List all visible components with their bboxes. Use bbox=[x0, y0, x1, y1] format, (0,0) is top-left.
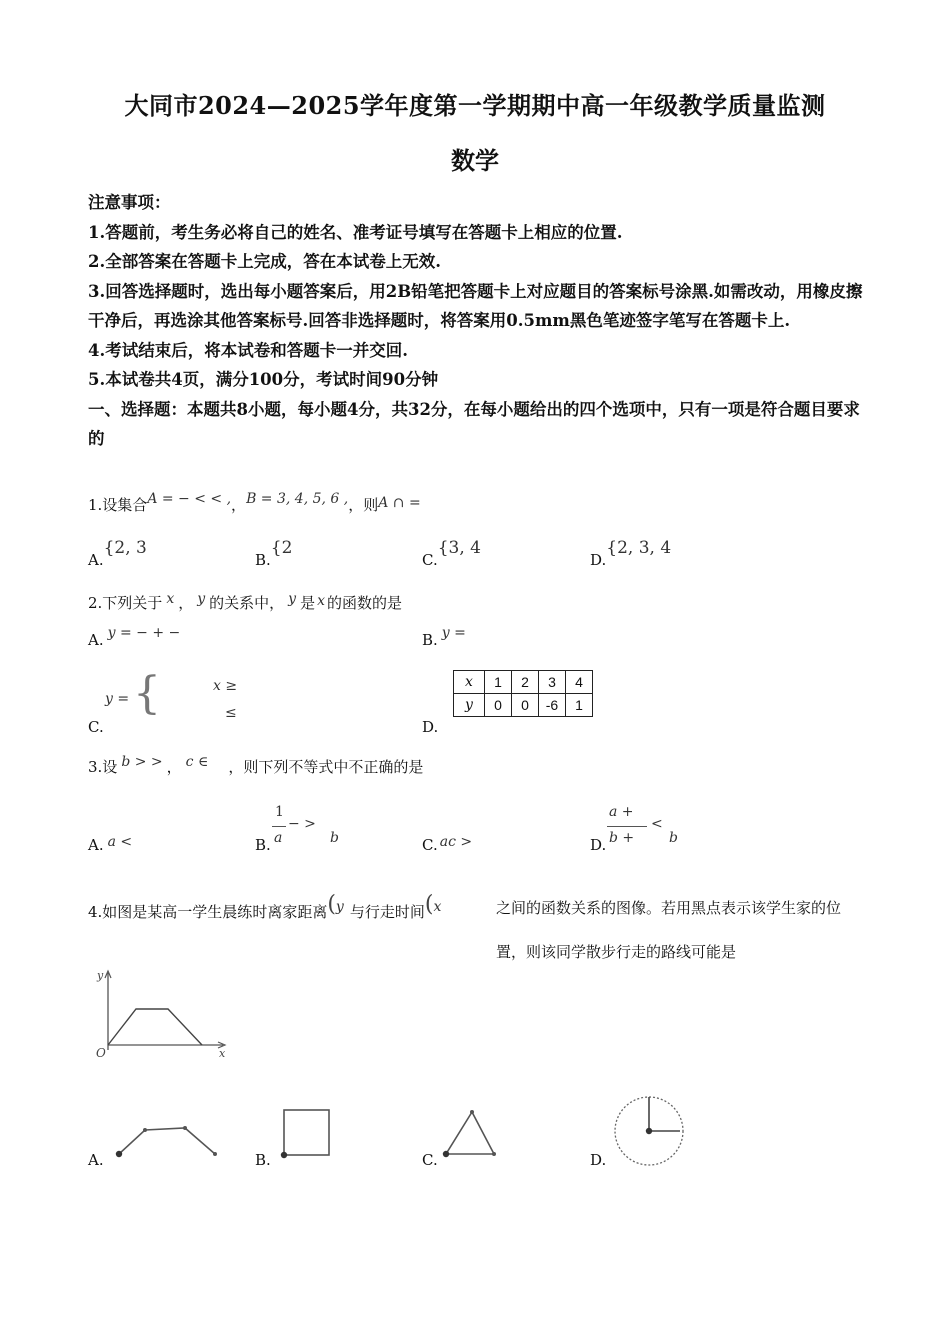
route-path bbox=[284, 1110, 329, 1155]
table-cell: 2 bbox=[512, 671, 539, 694]
q3-option-c[interactable]: C. ac > bbox=[422, 834, 473, 854]
table-cell: 1 bbox=[566, 694, 593, 717]
exam-title: 大同市2024—2025学年度第一学期期中高一年级教学质量监测 bbox=[124, 91, 826, 120]
route-vertex bbox=[470, 1110, 474, 1114]
notes-heading: 注意事项： bbox=[88, 193, 171, 212]
q4-option-a-label[interactable]: A. bbox=[88, 1151, 104, 1169]
q4-option-a-route bbox=[105, 1108, 230, 1163]
note-item-1: 1.答题前，考生务必将自己的姓名、准考证号填写在答题卡上相应的位置. bbox=[88, 222, 623, 242]
graph-y-label: y bbox=[97, 969, 104, 982]
q4-option-b-route bbox=[272, 1102, 342, 1164]
table-row bbox=[454, 694, 593, 717]
q1-set-a: A = − < < , bbox=[147, 491, 232, 507]
route-path bbox=[119, 1128, 215, 1154]
question-3-stem: 3.设 b > > ， c ∈ ，则下列不等式中不正确的是 bbox=[88, 754, 424, 776]
q1-option-c[interactable]: C.{3, 4 bbox=[422, 538, 481, 569]
q3-option-d-expr: a + b + < b bbox=[609, 804, 678, 846]
q1-option-b[interactable]: B.{2 bbox=[255, 538, 293, 569]
home-dot bbox=[281, 1152, 287, 1158]
q2-option-a[interactable]: A. y = − + − bbox=[88, 625, 181, 649]
table-cell: 1 bbox=[485, 671, 512, 694]
fraction-bar bbox=[607, 826, 647, 827]
home-dot bbox=[646, 1128, 652, 1134]
table-cell: x bbox=[454, 671, 485, 694]
graph-origin-label: O bbox=[96, 1046, 106, 1060]
q3-option-b-expr: 1 a − > b bbox=[274, 804, 339, 846]
q2-option-c-piecewise: y = { x ≥ ≤ bbox=[105, 668, 238, 721]
table-row bbox=[454, 671, 593, 694]
q1-option-d[interactable]: D.{2, 3, 4 bbox=[590, 538, 672, 569]
table-cell: 0 bbox=[512, 694, 539, 717]
q3-option-b[interactable]: B. bbox=[255, 836, 271, 854]
table-cell: 4 bbox=[566, 671, 593, 694]
q2-option-c-label[interactable]: C. bbox=[88, 718, 104, 736]
q3-option-a[interactable]: A. a < bbox=[88, 834, 133, 854]
q2-option-d-table bbox=[453, 670, 593, 717]
q4-option-c-route bbox=[432, 1100, 507, 1164]
route-path bbox=[446, 1112, 494, 1154]
q4-option-d-route bbox=[608, 1090, 690, 1172]
question-1-stem: 1.设集合A = − < < ,，B = 3, 4, 5, 6 ,，则A ∩ = bbox=[88, 491, 421, 514]
home-dot bbox=[443, 1151, 449, 1157]
notes-block bbox=[88, 188, 868, 454]
q4-option-d-label[interactable]: D. bbox=[590, 1151, 607, 1169]
q2-option-b[interactable]: B. y = bbox=[422, 625, 466, 649]
table-cell: y bbox=[454, 694, 485, 717]
graph-curve bbox=[108, 1009, 202, 1045]
q3-option-d[interactable]: D. bbox=[590, 836, 607, 854]
q2-option-d-label[interactable]: D. bbox=[422, 718, 439, 736]
note-item-5: 5.本试卷共4页，满分100分，考试时间90分钟 bbox=[88, 370, 439, 389]
q4-option-b-label[interactable]: B. bbox=[255, 1151, 271, 1169]
q4-distance-time-graph bbox=[88, 965, 238, 1065]
note-item-4: 4.考试结束后，将本试卷和答题卡一并交回. bbox=[88, 340, 408, 360]
question-4-stem-line1: 4.如图是某高一学生晨练时离家距离(y 与行走时间(x 之间的函数关系的图像。若用黑点表示该学生家的位置，则该同学散步行走的路线可能是 bbox=[88, 898, 447, 923]
question-2-stem: 2.下列关于 x ， y 的关系中， y 是 x 的函数的是 bbox=[88, 591, 403, 612]
section-heading: 一、选择题：本题共8小题，每小题4分，共32分，在每小题给出的四个选项中，只有一项是符合题目要求的 bbox=[88, 399, 860, 448]
graph-x-label: x bbox=[219, 1047, 226, 1060]
q4-option-c-label[interactable]: C. bbox=[422, 1151, 438, 1169]
home-dot bbox=[116, 1151, 122, 1157]
table-cell: -6 bbox=[539, 694, 566, 717]
paren: ( bbox=[424, 892, 434, 917]
fraction-bar bbox=[272, 826, 286, 827]
route-vertex bbox=[143, 1128, 147, 1132]
route-vertex bbox=[492, 1152, 496, 1156]
q1-set-b: B = 3, 4, 5, 6 , bbox=[246, 491, 349, 507]
paren: ( bbox=[327, 892, 336, 917]
q1-expr: A ∩ = bbox=[378, 495, 421, 511]
table-cell: 0 bbox=[485, 694, 512, 717]
left-brace: { bbox=[133, 668, 161, 719]
note-item-3: 3.回答选择题时，选出每小题答案后，用2B铅笔把答题卡上对应题目的答案标号涂黑.如需改动，用橡皮擦干净后，再选涂其他答案标号.回答非选择题时，将答案用0.5mm黑色笔迹签字笔写在答题卡上. bbox=[88, 281, 863, 330]
q4-stem-rest: 之间的函数关系的图像。若用黑点表示该学生家的位置，则该同学散步行走的路线可能是 bbox=[496, 899, 842, 961]
route-vertex bbox=[183, 1126, 187, 1130]
exam-subject: 数学 bbox=[451, 146, 499, 175]
route-vertex bbox=[213, 1152, 217, 1156]
q1-option-a[interactable]: A.{2, 3 bbox=[88, 538, 147, 569]
note-item-2: 2.全部答案在答题卡上完成，答在本试卷上无效. bbox=[88, 252, 441, 271]
table-cell: 3 bbox=[539, 671, 566, 694]
